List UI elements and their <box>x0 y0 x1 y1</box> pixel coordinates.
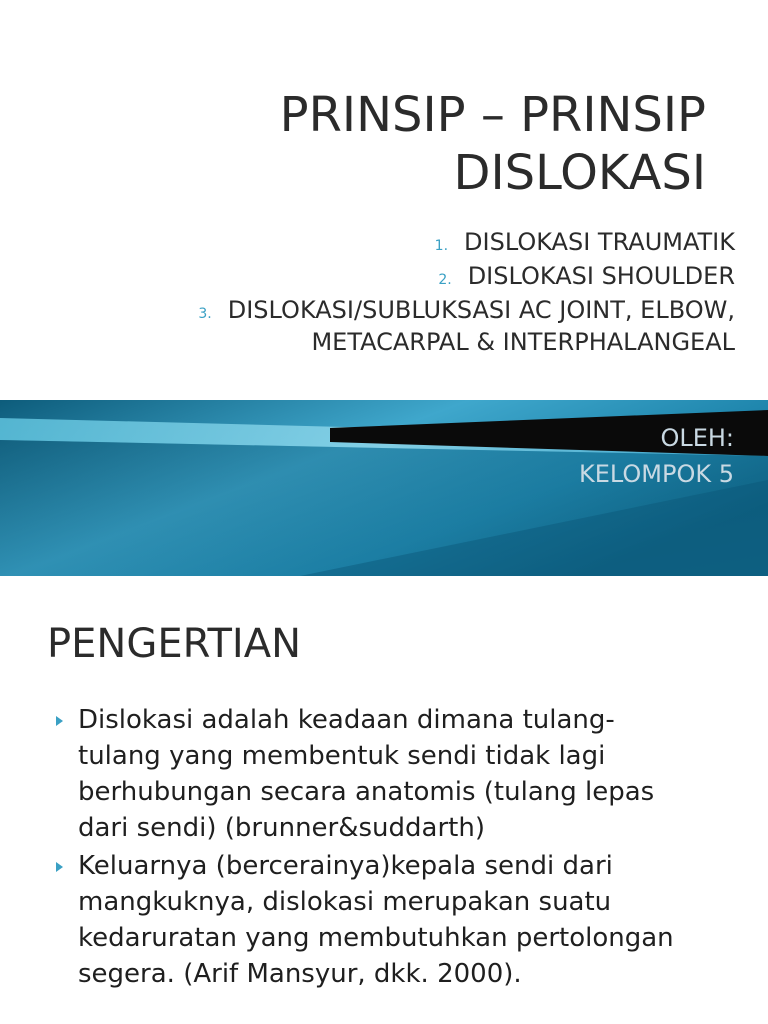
slide-title <box>106 86 706 202</box>
list-item <box>0 294 735 358</box>
bullet-text-line: dari sendi) (brunner&suddarth) <box>78 813 485 843</box>
slide-title-line-1: PRINSIP – PRINSIP <box>279 87 706 143</box>
bullet-text-line: Dislokasi adalah keadaan dimana tulang- <box>78 705 615 735</box>
bullet-text-line: berhubungan secara anatomis (tulang lepas <box>78 777 655 807</box>
bullet-text-line: kedaruratan yang membutuhkan pertolongan <box>78 923 674 953</box>
slide-title-line-2: DISLOKASI <box>453 145 706 201</box>
bullet-item <box>56 702 736 846</box>
slide-heading: PENGERTIAN <box>47 621 301 667</box>
list-text: DISLOKASI SHOULDER <box>467 262 735 290</box>
bullet-arrow-icon <box>56 716 63 726</box>
bullet-text-line: Keluarnya (bercerainya)kepala sendi dari <box>78 851 613 881</box>
bullet-text <box>78 848 736 992</box>
content-slide <box>0 576 768 1024</box>
list-item <box>0 260 735 292</box>
author-block <box>579 420 734 492</box>
bullet-text-line: tulang yang membentuk sendi tidak lagi <box>78 741 606 771</box>
list-number: 3. <box>198 306 212 322</box>
list-text-line: METACARPAL & INTERPHALANGEAL <box>311 328 735 356</box>
list-text <box>228 294 735 358</box>
bullet-text <box>78 702 736 846</box>
bullet-item <box>56 848 736 992</box>
author-label: OLEH: <box>660 424 734 452</box>
list-item <box>0 226 735 258</box>
author-name: KELOMPOK 5 <box>578 460 734 488</box>
bullet-list <box>56 702 736 994</box>
list-text-line: DISLOKASI/SUBLUKSASI AC JOINT, ELBOW, <box>227 296 735 324</box>
list-text: DISLOKASI TRAUMATIK <box>464 228 735 256</box>
list-number: 1. <box>434 238 449 254</box>
bullet-arrow-icon <box>56 862 63 872</box>
bullet-text-line: segera. (Arif Mansyur, dkk. 2000). <box>78 959 522 989</box>
list-number: 2. <box>438 272 452 288</box>
bullet-text-line: mangkuknya, dislokasi merupakan suatu <box>78 887 612 917</box>
numbered-list <box>0 226 735 360</box>
